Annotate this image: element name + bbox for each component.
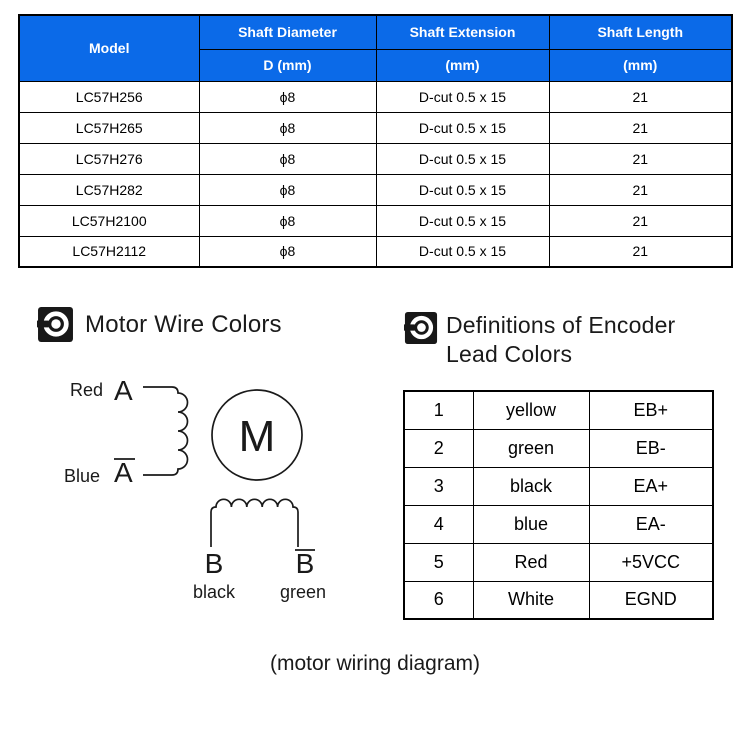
encoder-section-title-line1: Definitions of Encoder xyxy=(446,312,676,338)
spec-header-extension-unit: (mm) xyxy=(376,49,549,81)
length-cell: 21 xyxy=(549,236,732,267)
encoder-row-2 xyxy=(404,429,713,467)
motor-label: M xyxy=(238,412,276,461)
spec-row-5 xyxy=(19,205,732,236)
color-cell: Red xyxy=(473,543,589,581)
model-cell: LC57H265 xyxy=(19,112,199,143)
spec-row-3 xyxy=(19,143,732,174)
extension-cell: D-cut 0.5 x 15 xyxy=(376,205,549,236)
diameter-cell: ϕ8 xyxy=(199,236,376,267)
diagram-caption: (motor wiring diagram) xyxy=(269,652,481,675)
pin-cell: 6 xyxy=(404,581,473,619)
encoder-row-3 xyxy=(404,467,713,505)
encoder-lead-table xyxy=(403,390,714,620)
model-cell: LC57H2100 xyxy=(19,205,199,236)
color-cell: yellow xyxy=(473,391,589,429)
phase-b-label: B xyxy=(204,548,224,579)
model-cell: LC57H256 xyxy=(19,81,199,112)
model-cell: LC57H2112 xyxy=(19,236,199,267)
length-cell: 21 xyxy=(549,205,732,236)
phase-a-label: A xyxy=(114,375,133,406)
color-cell: green xyxy=(473,429,589,467)
phase-b-bar-label: B xyxy=(295,548,315,579)
spec-header-shaft-extension: Shaft Extension xyxy=(376,15,549,49)
spec-header-length-unit: (mm) xyxy=(549,49,732,81)
encoder-row-4 xyxy=(404,505,713,543)
motor-section-title: Motor Wire Colors xyxy=(85,310,282,338)
spec-header-shaft-length: Shaft Length xyxy=(549,15,732,49)
encoder-row-5 xyxy=(404,543,713,581)
length-cell: 21 xyxy=(549,81,732,112)
spec-row-2 xyxy=(19,112,732,143)
encoder-row-6 xyxy=(404,581,713,619)
signal-cell: EB+ xyxy=(589,391,713,429)
color-cell: blue xyxy=(473,505,589,543)
signal-cell: EA+ xyxy=(589,467,713,505)
phase-a-coil xyxy=(143,387,188,475)
color-cell: White xyxy=(473,581,589,619)
signal-cell: +5VCC xyxy=(589,543,713,581)
motor-wiring-diagram xyxy=(42,372,372,607)
diameter-cell: ϕ8 xyxy=(199,205,376,236)
phase-a-bar-color-label: Blue xyxy=(64,466,101,486)
encoder-lead-colors-heading xyxy=(404,311,675,369)
shaft-spec-table xyxy=(18,14,733,268)
phase-b-coil xyxy=(211,499,298,547)
pin-cell: 4 xyxy=(404,505,473,543)
spec-header-shaft-diameter: Shaft Diameter xyxy=(199,15,376,49)
model-cell: LC57H282 xyxy=(19,174,199,205)
spec-header-diameter-unit: D (mm) xyxy=(199,49,376,81)
extension-cell: D-cut 0.5 x 15 xyxy=(376,81,549,112)
spec-row-4 xyxy=(19,174,732,205)
length-cell: 21 xyxy=(549,112,732,143)
phase-a-bar-label: A xyxy=(114,457,133,488)
spec-row-1 xyxy=(19,81,732,112)
encoder-row-1 xyxy=(404,391,713,429)
extension-cell: D-cut 0.5 x 15 xyxy=(376,112,549,143)
pin-cell: 1 xyxy=(404,391,473,429)
motor-wire-colors-heading xyxy=(37,306,282,343)
length-cell: 21 xyxy=(549,143,732,174)
spec-header-model: Model xyxy=(19,15,199,81)
phase-a-color-label: Red xyxy=(70,380,104,400)
diameter-cell: ϕ8 xyxy=(199,143,376,174)
encoder-section-title-line2: Lead Colors xyxy=(446,341,573,367)
model-cell: LC57H276 xyxy=(19,143,199,174)
diameter-cell: ϕ8 xyxy=(199,112,376,143)
bullseye-icon xyxy=(404,311,438,345)
extension-cell: D-cut 0.5 x 15 xyxy=(376,143,549,174)
color-cell: black xyxy=(473,467,589,505)
pin-cell: 3 xyxy=(404,467,473,505)
diameter-cell: ϕ8 xyxy=(199,174,376,205)
bullseye-icon xyxy=(37,306,74,343)
pin-cell: 2 xyxy=(404,429,473,467)
signal-cell: EB- xyxy=(589,429,713,467)
extension-cell: D-cut 0.5 x 15 xyxy=(376,174,549,205)
length-cell: 21 xyxy=(549,174,732,205)
phase-b-bar-color-label: green xyxy=(279,582,327,602)
spec-row-6 xyxy=(19,236,732,267)
signal-cell: EA- xyxy=(589,505,713,543)
extension-cell: D-cut 0.5 x 15 xyxy=(376,236,549,267)
signal-cell: EGND xyxy=(589,581,713,619)
pin-cell: 5 xyxy=(404,543,473,581)
diameter-cell: ϕ8 xyxy=(199,81,376,112)
phase-b-color-label: black xyxy=(192,582,236,602)
